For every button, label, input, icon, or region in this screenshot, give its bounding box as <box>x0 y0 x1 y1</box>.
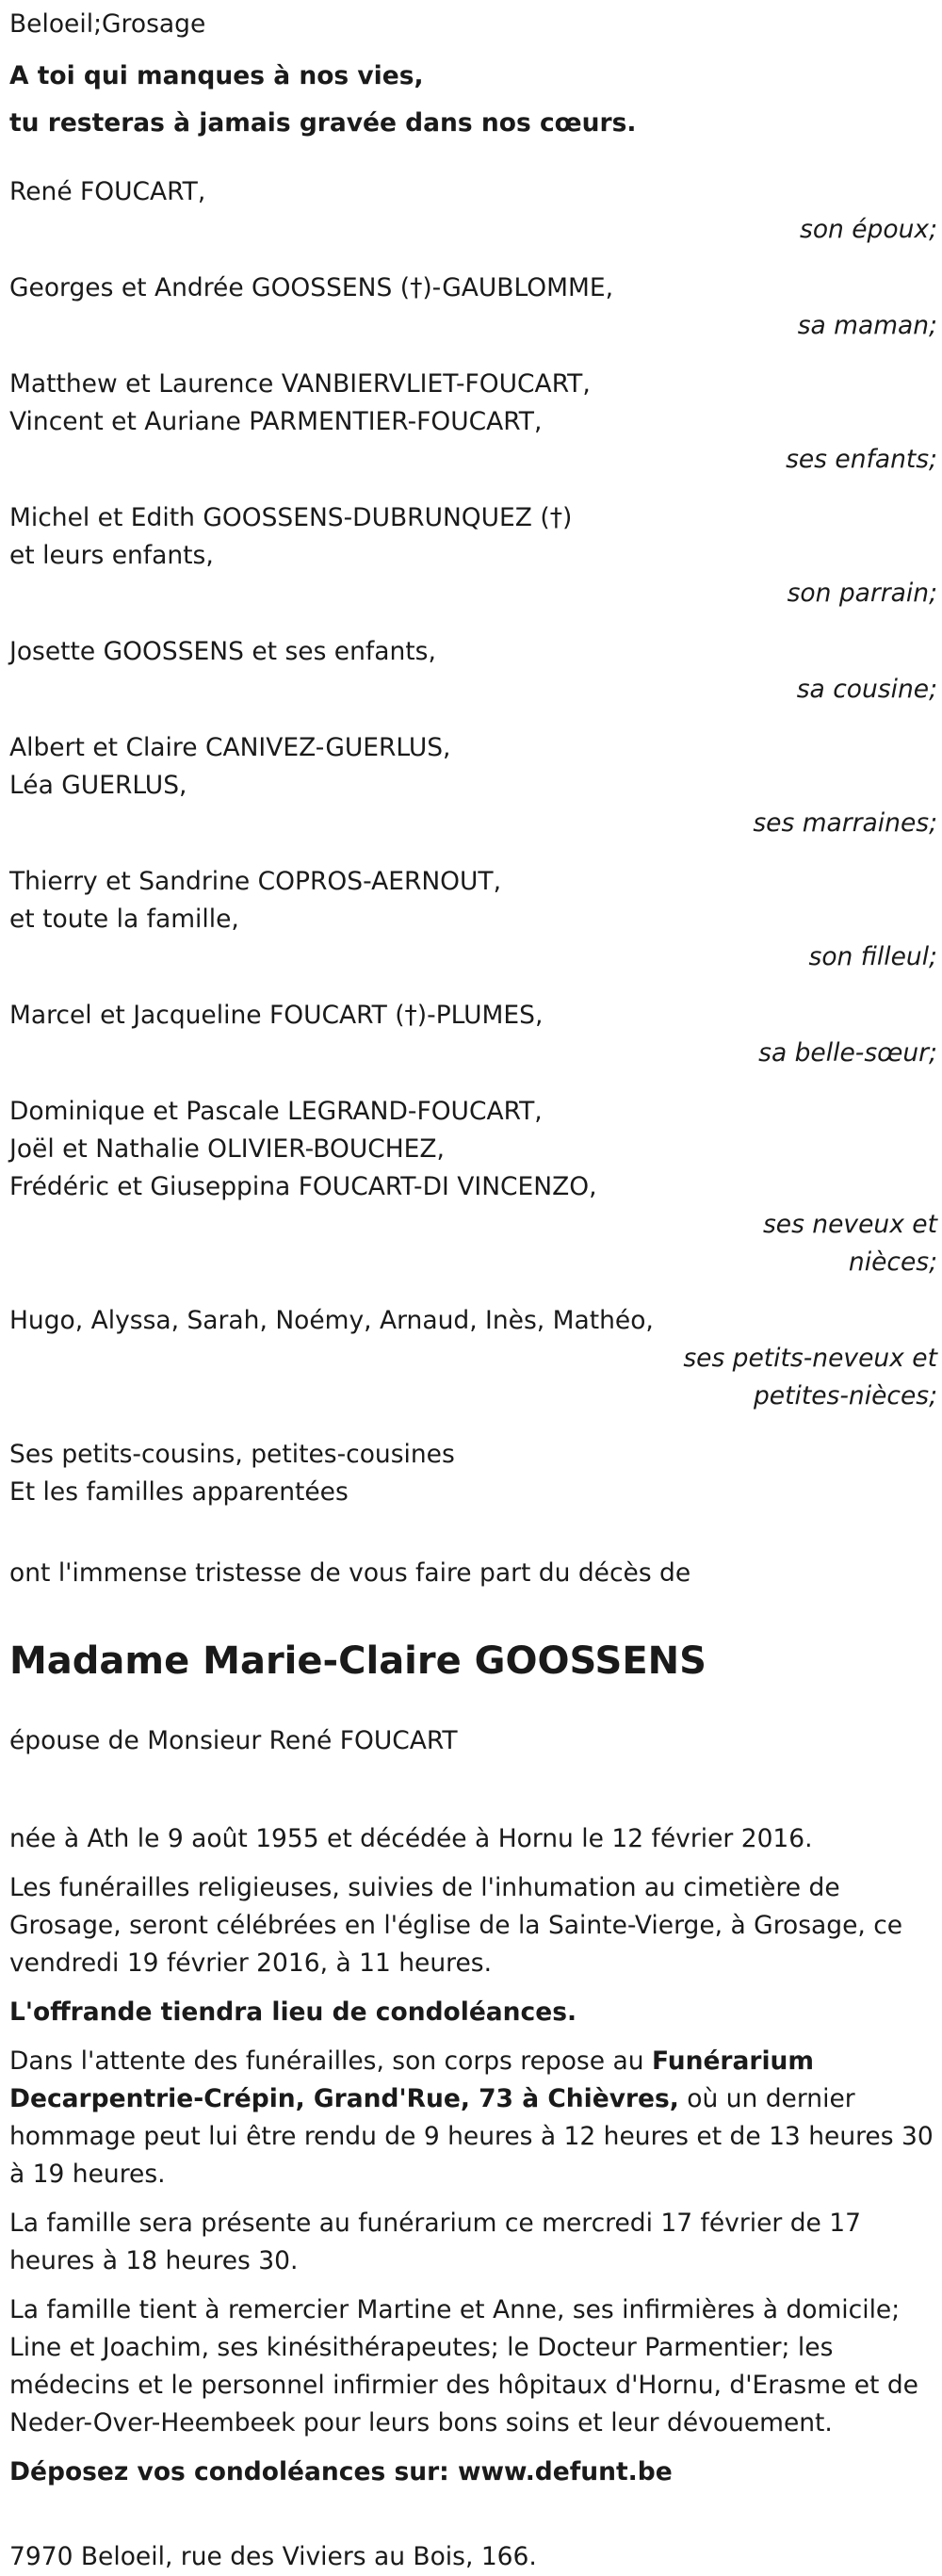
family-relation: son parrain; <box>787 579 937 608</box>
deceased-name: Madame Marie-Claire GOOSSENS <box>9 1639 706 1683</box>
family-name-line: Dominique et Pascale LEGRAND-FOUCART, <box>9 1097 543 1126</box>
rest-paragraph <box>9 2043 937 2193</box>
family-name-line: Frédéric et Giuseppina FOUCART-DI VINCENZO, <box>9 1172 597 1201</box>
family-row <box>9 1302 937 1415</box>
address-line: 7970 Beloeil, rue des Viviers au Bois, 166. <box>9 2542 537 2571</box>
family-row <box>9 366 937 479</box>
family-names <box>9 997 669 1035</box>
family-relation: sa maman; <box>797 311 937 340</box>
family-names <box>9 863 669 938</box>
family-row <box>9 997 937 1072</box>
family-name-line: Hugo, Alyssa, Sarah, Noémy, Arnaud, Inès, Mathéo, <box>9 1306 654 1335</box>
obituary-notice <box>0 6 942 2571</box>
family-name-line: Albert et Claire CANIVEZ-GUERLUS, <box>9 733 451 762</box>
family-row <box>9 173 937 249</box>
family-names <box>9 633 669 671</box>
thanks-paragraph: La famille tient à remercier Martine et Anne, ses infirmières à domicile; Line et Joachim, ses kinésithérapeutes; le Docteur Parmentier; les médecins et le personnel infirmier des hôpitaux d'Hornu, d'Erasme et de Neder-Over-Heembeek pour leurs bons soins et leur dévouement. <box>9 2295 918 2437</box>
family-names <box>9 366 669 441</box>
rest-hours: où un dernier hommage peut lui être rendu de 9 heures à 12 heures et de 13 heures 30 à 19 heures. <box>9 2084 934 2189</box>
funerarium-name: Funérarium Decarpentrie-Crépin, Grand'Rue, 73 à Chièvres, <box>9 2046 815 2113</box>
family-row <box>9 633 937 709</box>
family-row <box>9 863 937 976</box>
family-names <box>9 173 669 211</box>
family-names <box>9 729 669 805</box>
family-name-line: et leurs enfants, <box>9 541 214 570</box>
place-line: Beloeil;Grosage <box>9 9 206 39</box>
family-relation: son filleul; <box>808 942 937 971</box>
family-relation: sa belle-sœur; <box>758 1038 937 1068</box>
family-row <box>9 729 937 842</box>
family-name-line: Thierry et Sandrine COPROS-AERNOUT, <box>9 867 502 896</box>
family-name-line: Michel et Edith GOOSSENS-DUBRUNQUEZ (†) <box>9 503 573 532</box>
family-names <box>9 269 669 307</box>
family-names <box>9 499 669 575</box>
family-name-line: Georges et Andrée GOOSSENS (†)-GAUBLOMME, <box>9 273 614 302</box>
epitaph-line: A toi qui manques à nos vies, <box>9 61 424 90</box>
family-row <box>9 1093 937 1281</box>
family-relation: ses enfants; <box>786 445 937 474</box>
extended-line: Ses petits-cousins, petites-cousines <box>9 1440 455 1469</box>
family-name-line: et toute la famille, <box>9 905 239 934</box>
family-relation: son époux; <box>800 215 937 244</box>
family-names <box>9 1302 669 1340</box>
condolences-link-line: Déposez vos condoléances sur: www.defunt.be <box>9 2457 673 2486</box>
extended-line: Et les familles apparentées <box>9 1477 349 1507</box>
family-name-line: Vincent et Auriane PARMENTIER-FOUCART, <box>9 407 543 436</box>
family-name-line: Matthew et Laurence VANBIERVLIET-FOUCART, <box>9 369 591 399</box>
birth-death-line: née à Ath le 9 août 1955 et décédée à Hornu le 12 février 2016. <box>9 1824 813 1853</box>
family-names <box>9 1093 669 1206</box>
rest-intro: Dans l'attente des funérailles, son corps repose au <box>9 2046 652 2076</box>
family-list <box>9 173 942 1415</box>
family-relation: ses marraines; <box>753 808 937 838</box>
family-name-line: Joël et Nathalie OLIVIER-BOUCHEZ, <box>9 1134 445 1164</box>
offering-line: L'offrande tiendra lieu de condoléances. <box>9 1997 577 2027</box>
family-relation: ses petits-neveux et petites-nièces; <box>683 1344 937 1410</box>
family-row <box>9 499 937 612</box>
announcement: ont l'immense tristesse de vous faire part du décès de <box>9 1558 691 1588</box>
family-relation: ses neveux et nièces; <box>762 1210 937 1277</box>
family-name-line: Josette GOOSSENS et ses enfants, <box>9 637 436 666</box>
presence-paragraph: La famille sera présente au funérarium ce mercredi 17 février de 17 heures à 18 heures 30. <box>9 2209 861 2275</box>
family-name-line: René FOUCART, <box>9 177 206 206</box>
extended-family <box>9 1436 942 1511</box>
funeral-paragraph: Les funérailles religieuses, suivies de l'inhumation au cimetière de Grosage, seront célébrées en l'église de la Sainte-Vierge, à Grosage, ce vendredi 19 février 2016, à 11 heures. <box>9 1873 903 1978</box>
family-relation: sa cousine; <box>796 675 937 704</box>
epitaph-line: tu resteras à jamais gravée dans nos cœurs. <box>9 108 637 138</box>
epitaph <box>9 53 942 147</box>
family-name-line: Marcel et Jacqueline FOUCART (†)-PLUMES, <box>9 1001 544 1030</box>
family-name-line: Léa GUERLUS, <box>9 771 187 800</box>
family-row <box>9 269 937 345</box>
spouse-line: épouse de Monsieur René FOUCART <box>9 1726 458 1755</box>
